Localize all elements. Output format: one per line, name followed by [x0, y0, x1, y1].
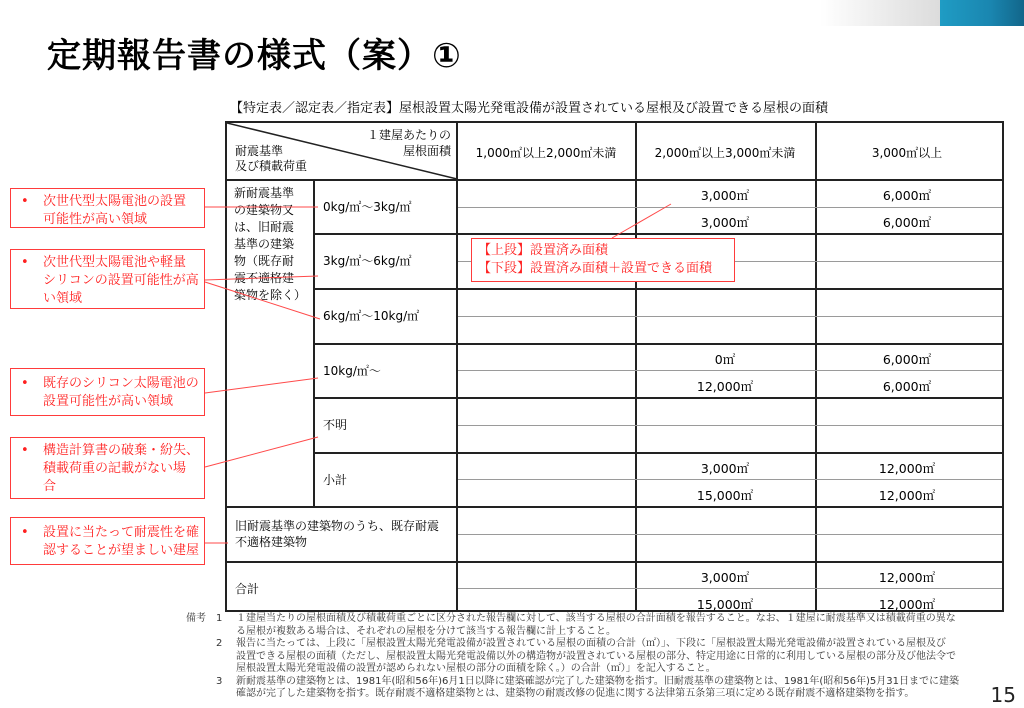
- note-line: １建屋当たりの屋根面積及び積載荷重ごとに区分された報告欄に対して、該当する屋根の合計面積を報告すること。なお、１建屋に耐震基準又は積載荷重の異な: [236, 613, 956, 624]
- cell-value: 15,000㎡: [696, 597, 754, 612]
- row-label-old-standard-1: 旧耐震基準の建築物のうち、既存耐震: [235, 519, 440, 533]
- cell-value: 3,000㎡: [700, 215, 750, 230]
- column-header: 3,000㎡以上: [871, 146, 943, 160]
- group-label: [234, 185, 306, 304]
- row-label-total: 合計: [235, 582, 260, 596]
- row-line: [313, 288, 1002, 290]
- callout-line: い領域: [43, 291, 83, 306]
- cell-value: 3,000㎡: [700, 188, 750, 203]
- row-label-3-6kg: 3kg/㎡～6kg/㎡: [323, 254, 412, 268]
- callout-line: シリコンの設置可能性が高: [43, 273, 199, 288]
- cell-value: 6,000㎡: [882, 215, 932, 230]
- callout-line: 設置に当たって耐震性を確: [43, 525, 200, 540]
- subrow-line: [458, 425, 1002, 426]
- note-line: 屋根設置太陽光発電設備の設置が認められない屋根の部分の面積を除く。）の合計（㎡）」を記入すること。: [236, 663, 716, 674]
- header-criteria-label-2: 及び積載荷重: [235, 159, 308, 173]
- note-line: 新耐震基準の建築物とは、1981年(昭和56年)6月1日以降に建築確認が完了した建築物を指す。旧耐震基準の建築物とは、1981年(昭和56年)5月31日までに建築: [236, 675, 959, 687]
- bullet: •: [21, 194, 29, 209]
- row-line: [227, 179, 1002, 181]
- cell-value: 12,000㎡: [878, 597, 936, 612]
- group-label-line: 築物を除く）: [234, 288, 307, 302]
- callout-next-gen-light-silicon: [10, 249, 205, 309]
- row-label-10kg-plus: 10kg/㎡～: [323, 364, 381, 378]
- header-gradient-bar: [820, 0, 940, 26]
- cell-value: 6,000㎡: [882, 188, 932, 203]
- legend-lower: 【下段】設置済み面積＋設置できる面積: [478, 261, 713, 276]
- page-number: 15: [990, 683, 1016, 707]
- subrow-line: [458, 479, 1002, 480]
- callout-existing-silicon: [10, 368, 205, 416]
- header-accent-bar: [940, 0, 1024, 26]
- row-line: [313, 452, 1002, 454]
- row-label-old-standard-2: 不適格建築物: [235, 535, 308, 549]
- cell-value: 12,000㎡: [878, 570, 936, 585]
- callout-line: 既存のシリコン太陽電池の: [43, 376, 199, 391]
- cell-value: 6,000㎡: [882, 379, 932, 394]
- callout-line: 合: [43, 479, 57, 494]
- group-label-line: 新耐震基準: [234, 186, 295, 200]
- bullet: •: [21, 376, 29, 391]
- table-caption: 【特定表／認定表／指定表】屋根設置太陽光発電設備が設置されている屋根及び設置できる屋根の面積: [230, 101, 829, 116]
- row-line: [313, 397, 1002, 399]
- row-line: [313, 343, 1002, 345]
- subrow-line: [458, 207, 1002, 208]
- bullet: •: [21, 525, 29, 540]
- callout-line: 可能性が高い領域: [43, 212, 148, 227]
- row-line: [227, 561, 1002, 563]
- legend-upper: 【上段】設置済み面積: [478, 243, 609, 258]
- cell-value: 12,000㎡: [878, 461, 936, 476]
- column-header: 2,000㎡以上3,000㎡未満: [654, 146, 796, 160]
- bullet: •: [21, 443, 29, 458]
- note-line: 設置できる屋根の面積（ただし、屋根設置太陽光発電設備以外の構造物が設置されている屋根の部分、特定用途に日常的に利用している屋根の部分及び他法令で: [236, 650, 956, 662]
- group-label-line: の建築物又: [234, 203, 295, 217]
- row-label-6-10kg: 6kg/㎡～10kg/㎡: [323, 309, 420, 323]
- cell-value: 12,000㎡: [696, 379, 754, 394]
- subrow-line: [458, 316, 1002, 317]
- subrow-line: [458, 588, 1002, 589]
- note-line: る屋根が複数ある場合は、それぞれの屋根を分けて該当する報告欄に計上すること。: [236, 625, 616, 637]
- callout-next-gen-solar: [10, 188, 205, 228]
- note-number: 2: [216, 638, 223, 649]
- subrow-line: [458, 370, 1002, 371]
- group-label-line: 震不適格建: [234, 271, 295, 285]
- row-label-0-3kg: 0kg/㎡～3kg/㎡: [323, 200, 412, 214]
- callout-seismic-check: [10, 517, 205, 565]
- cell-value: 6,000㎡: [882, 352, 932, 367]
- callout-line: 設置可能性が高い領域: [43, 394, 174, 409]
- row-label-unknown: 不明: [323, 418, 348, 432]
- remarks-label: 備考: [186, 613, 206, 624]
- page-title: 定期報告書の様式（案）①: [47, 36, 462, 76]
- note-number: 3: [216, 675, 223, 687]
- header-area-label-2: 屋根面積: [402, 144, 451, 158]
- upper-lower-legend: [471, 238, 735, 282]
- group-label-line: 基準の建築: [234, 237, 295, 251]
- row-line: [313, 233, 1002, 235]
- row-label-subtotal: 小計: [323, 473, 348, 487]
- col-divider-1: [456, 123, 458, 610]
- header-area-label-1: １建屋あたりの: [367, 128, 452, 142]
- bullet: •: [21, 255, 29, 270]
- cell-value: 3,000㎡: [700, 461, 750, 476]
- row-line: [227, 506, 1002, 508]
- group-label-line: 物（既存耐: [234, 254, 295, 268]
- report-table: [225, 121, 1004, 612]
- callout-line: 認することが望ましい建屋: [43, 543, 200, 558]
- note-line: 確認が完了した建築物を指す。既存耐震不適格建築物とは、建築物の耐震改修の促進に関する法律第五条第三項に定める既存耐震不適格建築物を指す。: [236, 688, 915, 699]
- callout-line: 構造計算書の破棄・紛失、: [43, 443, 200, 458]
- header-criteria-label-1: 耐震基準: [235, 144, 284, 158]
- group-label-line: は、旧耐震: [234, 220, 295, 234]
- callout-line: 次世代型太陽電池や軽量: [43, 255, 187, 270]
- callout-line: 次世代型太陽電池の設置: [43, 194, 187, 209]
- cell-value: 3,000㎡: [700, 570, 750, 585]
- cell-value: 0㎡: [714, 352, 736, 367]
- callout-structural-calc-missing: [10, 437, 205, 499]
- note-number: 1: [216, 613, 223, 624]
- cell-value: 12,000㎡: [878, 488, 936, 503]
- subrow-line: [458, 534, 1002, 535]
- callout-line: 積載荷重の記載がない場: [43, 461, 187, 476]
- cell-value: 15,000㎡: [696, 488, 754, 503]
- column-header: 1,000㎡以上2,000㎡未満: [475, 146, 617, 160]
- note-line: 報告に当たっては、上段に「屋根設置太陽光発電設備が設置されている屋根の面積の合計（㎡）」、下段に「屋根設置太陽光発電設備が設置されている屋根及び: [236, 638, 946, 649]
